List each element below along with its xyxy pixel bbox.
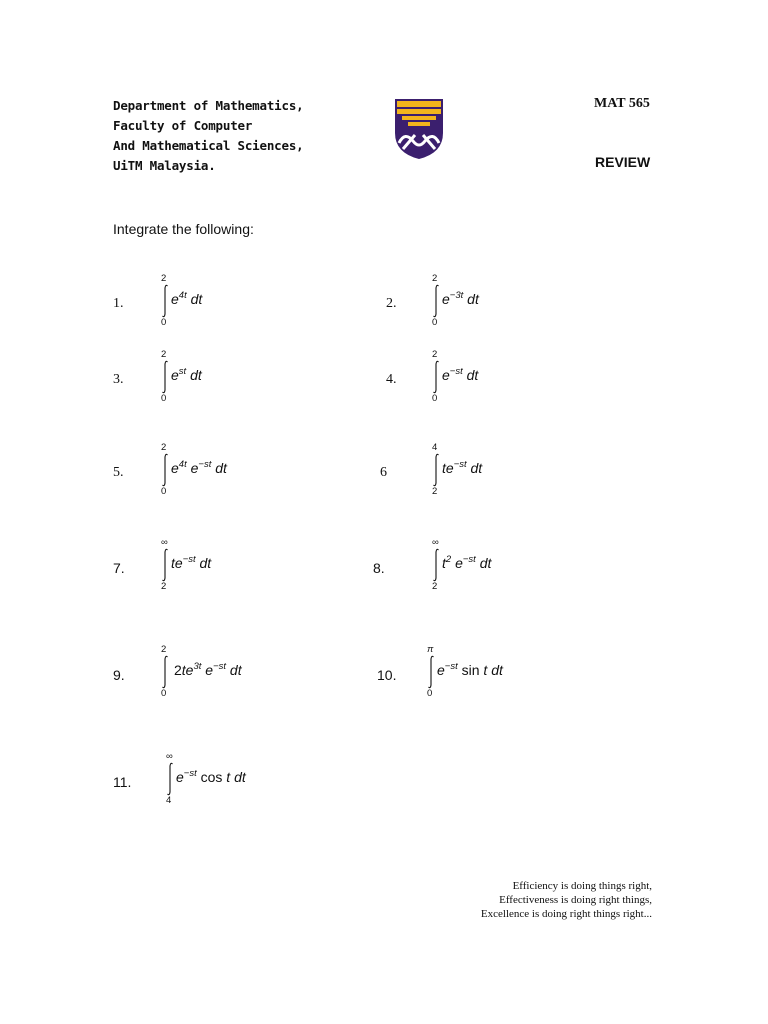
- integral-sign-icon: [166, 762, 174, 796]
- upper-limit: 2: [161, 349, 167, 360]
- problem-5: [113, 443, 413, 503]
- problem-7: [113, 538, 413, 598]
- department-line: UiTM Malaysia.: [113, 158, 216, 173]
- integral-sign-icon: [161, 360, 169, 394]
- integral-sign-icon: [161, 453, 169, 487]
- integrand: $te^{-st}$ dt: [442, 459, 483, 476]
- department-line: And Mathematical Sciences,: [113, 138, 304, 153]
- integral-sign-icon: [161, 655, 169, 689]
- integral-sign-icon: [427, 655, 435, 689]
- integrand: $e^{4t}$ $e^{-st}$ dt: [171, 459, 227, 476]
- integral-sign-icon: [432, 453, 440, 487]
- document-type: REVIEW: [595, 154, 651, 170]
- lower-limit: 2: [432, 581, 438, 592]
- problem-2: [386, 274, 686, 334]
- integrand: $e^{st}$ dt: [171, 366, 202, 383]
- problem-number: 3.: [113, 372, 124, 387]
- university-crest-icon: [393, 97, 445, 161]
- problem-9: [113, 645, 413, 705]
- quote-line: Excellence is doing right things right...: [480, 908, 652, 920]
- upper-limit: 2: [161, 644, 167, 655]
- integrand: $2te^{3t}$ $e^{-st}$ dt: [174, 661, 242, 678]
- lower-limit: 0: [432, 393, 438, 404]
- quote-line: Efficiency is doing things right,: [512, 880, 652, 892]
- problem-number: 1.: [113, 296, 124, 311]
- department-line: Faculty of Computer: [113, 118, 253, 133]
- integral-sign-icon: [432, 548, 440, 582]
- upper-limit: 2: [161, 442, 167, 453]
- problem-8: [373, 538, 673, 598]
- problem-number: 7.: [113, 560, 125, 576]
- department-line: Department of Mathematics,: [113, 98, 304, 113]
- integrand: $e^{-st}$ dt: [442, 366, 479, 383]
- lower-limit: 0: [161, 486, 167, 497]
- integral-sign-icon: [161, 548, 169, 582]
- integrand: $e^{-st}$ sin t dt: [437, 661, 503, 678]
- integrand: $t^2$ $e^{-st}$ dt: [442, 554, 492, 571]
- department-block: [113, 96, 303, 176]
- lower-limit: 2: [432, 486, 438, 497]
- problem-1: [113, 274, 413, 334]
- problem-number: 9.: [113, 667, 125, 683]
- lower-limit: 0: [161, 393, 167, 404]
- problem-11: [113, 752, 413, 812]
- problem-number: 6: [380, 465, 387, 480]
- lower-limit: 2: [161, 581, 167, 592]
- problem-number: 4.: [386, 372, 397, 387]
- upper-limit: π: [427, 644, 434, 655]
- upper-limit: 4: [432, 442, 438, 453]
- integral-sign-icon: [432, 360, 440, 394]
- lower-limit: 0: [432, 317, 438, 328]
- upper-limit: ∞: [432, 537, 439, 548]
- problem-number: 10.: [377, 667, 397, 683]
- lower-limit: 4: [166, 795, 172, 806]
- quote-block: [481, 879, 652, 921]
- integral-sign-icon: [432, 284, 440, 318]
- upper-limit: ∞: [166, 751, 173, 762]
- lower-limit: 0: [427, 688, 433, 699]
- course-code: MAT 565: [594, 96, 650, 111]
- lower-limit: 0: [161, 688, 167, 699]
- quote-line: Effectiveness is doing right things,: [499, 894, 652, 906]
- problem-10: [377, 645, 677, 705]
- problem-number: 2.: [386, 296, 397, 311]
- upper-limit: ∞: [161, 537, 168, 548]
- integrand: $e^{-3t}$ dt: [442, 290, 479, 307]
- problem-number: 5.: [113, 465, 124, 480]
- integrand: $te^{-st}$ dt: [171, 554, 212, 571]
- problem-3: [113, 350, 413, 410]
- upper-limit: 2: [432, 273, 438, 284]
- integrand: $e^{-st}$ cos t dt: [176, 768, 246, 785]
- instruction-text: Integrate the following:: [113, 221, 254, 237]
- integrand: $e^{4t}$ dt: [171, 290, 203, 307]
- upper-limit: 2: [161, 273, 167, 284]
- problem-number: 8.: [373, 560, 385, 576]
- problem-4: [386, 350, 686, 410]
- problem-number: 11.: [113, 774, 132, 790]
- integral-sign-icon: [161, 284, 169, 318]
- lower-limit: 0: [161, 317, 167, 328]
- problem-6: [380, 443, 680, 503]
- upper-limit: 2: [432, 349, 438, 360]
